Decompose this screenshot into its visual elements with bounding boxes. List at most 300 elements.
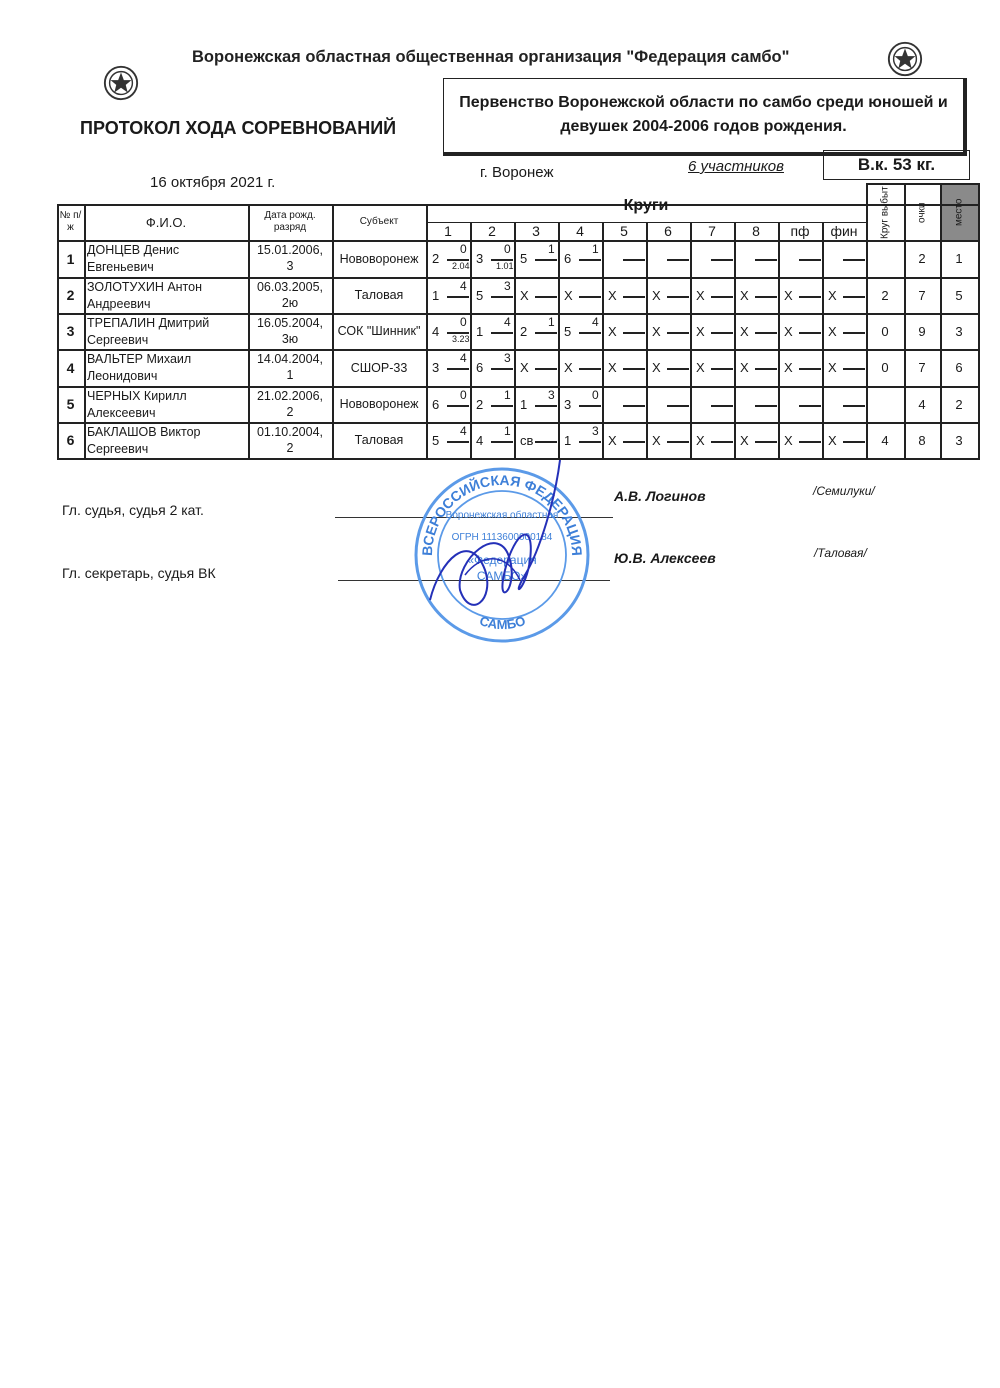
bout-round-3 [520, 315, 558, 347]
bout-points: 4 [504, 315, 511, 329]
bout-points: 3 [504, 351, 511, 365]
stamp-bottom-text: САМБО [477, 613, 528, 633]
participant-birth [248, 351, 332, 383]
bout-opponent: 3 [476, 251, 484, 266]
bout-opponent: Х [652, 433, 661, 448]
bout-round-1 [432, 242, 470, 275]
bout-round-4 [564, 242, 602, 275]
bout-dash [579, 296, 601, 298]
participant-points: 7 [918, 287, 926, 303]
row-num: 4 [66, 359, 75, 376]
bout-round-2 [476, 424, 514, 456]
bout-round-10 [828, 279, 866, 311]
bout-round-3 [520, 424, 558, 456]
bout-points: 3 [548, 388, 555, 402]
bout-round-4 [564, 424, 602, 456]
bout-dash [535, 332, 557, 334]
bout-round-5 [608, 242, 646, 275]
bout-opponent: 6 [476, 360, 484, 375]
bout-round-9 [784, 351, 822, 384]
participant-name [87, 279, 202, 313]
bout-dash [799, 441, 821, 443]
bout-opponent: 1 [476, 324, 484, 339]
bout-round-5 [608, 351, 646, 384]
participant-elim-round: 4 [881, 432, 889, 448]
bout-round-10 [828, 242, 866, 275]
participant-patronymic: Алексеевич [87, 406, 156, 420]
bout-dash [667, 259, 689, 261]
bout-points: 4 [592, 315, 599, 329]
bout-round-2 [476, 279, 514, 311]
bout-round-8 [740, 424, 778, 456]
bout-dash [755, 368, 777, 370]
bout-opponent: Х [828, 324, 837, 339]
bout-round-4 [564, 279, 602, 311]
bout-opponent: Х [828, 360, 837, 375]
bout-opponent: 1 [564, 433, 572, 448]
bout-points: 1 [592, 242, 599, 256]
judge-name: А.В. Логинов [614, 488, 706, 504]
bout-round-7 [696, 242, 734, 275]
bout-round-2 [476, 351, 514, 384]
bout-opponent: 6 [564, 251, 572, 266]
bout-round-7 [696, 388, 734, 420]
bout-round-6 [652, 351, 690, 384]
bout-opponent: 3 [432, 360, 440, 375]
bout-opponent: 1 [520, 397, 528, 412]
bout-opponent: 5 [432, 433, 440, 448]
participant-elim-round [866, 386, 904, 422]
header-elim-round: Круг выбыт [879, 186, 891, 239]
bout-dash [711, 441, 733, 443]
bout-opponent: 2 [432, 251, 440, 266]
bout-opponent: 2 [476, 397, 484, 412]
bout-points: 1 [548, 242, 555, 256]
bout-dash [711, 332, 733, 334]
stamp-outer-text: ВСЕРОССИЙСКАЯ ФЕДЕРАЦИЯ [418, 471, 586, 557]
participant-points: 9 [918, 323, 926, 339]
bout-round-1 [432, 315, 470, 347]
protocol-title: ПРОТОКОЛ ХОДА СОРЕВНОВАНИЙ [80, 118, 397, 138]
bout-round-2 [476, 242, 514, 275]
bout-round-5 [608, 279, 646, 311]
row-num: 2 [66, 287, 75, 303]
bout-dash [755, 441, 777, 443]
column-separator [778, 222, 780, 458]
bout-dash [843, 441, 865, 443]
bout-dash [667, 405, 689, 407]
bout-dash [755, 259, 777, 261]
header-num: № п/ж [59, 210, 82, 233]
bout-opponent: Х [696, 324, 705, 339]
weight-category: В.к. 53 кг. [823, 150, 970, 180]
bout-dash [799, 296, 821, 298]
bout-dash [579, 332, 601, 334]
bout-dash [667, 296, 689, 298]
header-rounds: Круги [623, 197, 669, 214]
bout-round-4 [564, 315, 602, 347]
bout-opponent: 2 [520, 324, 528, 339]
secretary-label: Гл. секретарь, судья ВК [62, 565, 216, 581]
bout-points: 4 [460, 279, 467, 293]
bout-points: 0 [592, 388, 599, 402]
participant-birth [248, 279, 332, 311]
bout-round-8 [740, 388, 778, 420]
participant-elim-round: 0 [881, 360, 889, 375]
bout-dash [711, 405, 733, 407]
bout-dash [491, 296, 513, 298]
bout-opponent: 5 [476, 288, 484, 303]
participant-patronymic: Сергеевич [87, 442, 149, 456]
bout-opponent: Х [608, 324, 617, 339]
sport-rank: 2 [286, 405, 294, 419]
event-title-line1: Первенство Воронежской области по самбо среди юношей и [459, 94, 948, 111]
participant-place: 2 [955, 396, 963, 412]
participant-name [87, 424, 201, 458]
participant-patronymic: Андреевич [87, 297, 151, 311]
column-separator [558, 222, 560, 458]
sport-rank: 3 [286, 259, 294, 273]
bout-opponent: Х [652, 360, 661, 375]
bout-dash [843, 332, 865, 334]
bout-opponent: Х [740, 324, 749, 339]
bout-round-3 [520, 279, 558, 311]
participant-points: 2 [918, 251, 926, 266]
bout-round-7 [696, 279, 734, 311]
bout-round-8 [740, 351, 778, 384]
bout-round-5 [608, 388, 646, 420]
bout-dash [447, 405, 469, 407]
bout-opponent: Х [784, 288, 793, 303]
bout-dash [623, 296, 645, 298]
competition-date: 16 октября 2021 г. [150, 174, 276, 191]
header-round-6: 6 [664, 223, 672, 239]
participant-subject: СОК "Шинник" [337, 324, 421, 338]
bout-dash [667, 368, 689, 370]
bout-dash [843, 405, 865, 407]
bout-opponent: Х [696, 433, 705, 448]
bout-round-10 [828, 315, 866, 347]
bout-points: 1 [548, 315, 555, 329]
bout-opponent: Х [696, 288, 705, 303]
bout-opponent: Х [784, 360, 793, 375]
participant-name [87, 351, 191, 385]
bout-dash [579, 405, 601, 407]
column-separator [470, 222, 472, 458]
bout-opponent: Х [740, 433, 749, 448]
bout-opponent: 4 [432, 324, 440, 339]
bout-points: 0 [460, 242, 467, 256]
row-num: 5 [66, 396, 75, 412]
secretary-place: /Таловая/ [814, 546, 867, 560]
bout-round-4 [564, 388, 602, 420]
bout-dash [447, 441, 469, 443]
bout-round-1 [432, 279, 470, 311]
sport-rank: 1 [286, 368, 294, 382]
secretary-name: Ю.В. Алексеев [614, 550, 716, 566]
bout-dash [535, 368, 557, 370]
participant-place: 6 [955, 360, 963, 375]
bout-dash [623, 332, 645, 334]
stamp-org-text: Воронежская областная [445, 510, 559, 521]
participant-patronymic: Леонидович [87, 369, 158, 383]
bout-dash [491, 368, 513, 370]
participant-points: 8 [918, 432, 926, 448]
bout-round-2 [476, 388, 514, 420]
bout-round-7 [696, 315, 734, 347]
bout-round-5 [608, 315, 646, 347]
participant-place: 3 [955, 432, 963, 448]
bout-opponent: Х [828, 433, 837, 448]
bout-points: 1 [504, 424, 511, 438]
birth-date: 21.02.2006, [256, 389, 324, 403]
row-num: 3 [66, 323, 75, 339]
bout-points: 4 [460, 351, 467, 365]
bout-dash [491, 332, 513, 334]
bout-round-10 [828, 424, 866, 456]
header-birth: Дата рожд. разряд [264, 210, 316, 233]
participant-birth [248, 424, 332, 456]
participant-elim-round: 2 [881, 287, 889, 303]
bout-opponent: Х [520, 288, 529, 303]
bout-dash [447, 296, 469, 298]
bout-round-8 [740, 279, 778, 311]
header-place: место [953, 198, 965, 227]
participant-name [87, 388, 187, 422]
participant-subject: Нововоронеж [339, 397, 419, 411]
bout-round-3 [520, 242, 558, 275]
bout-dash [535, 441, 557, 443]
column-separator [602, 222, 604, 458]
bout-opponent: 5 [564, 324, 572, 339]
participant-surname: ЧЕРНЫХ Кирилл [87, 389, 187, 403]
bout-opponent: Х [608, 288, 617, 303]
participant-surname: ТРЕПАЛИН Дмитрий [87, 316, 210, 330]
organization-title: Воронежская областная общественная организация "Федерация самбо" [192, 48, 790, 66]
birth-date: 01.10.2004, [256, 425, 324, 439]
bout-opponent: 5 [520, 251, 528, 266]
bout-dash [843, 296, 865, 298]
bout-opponent: Х [828, 288, 837, 303]
participant-patronymic: Сергеевич [87, 333, 149, 347]
birth-date: 06.03.2005, [256, 280, 324, 294]
bout-dash [535, 405, 557, 407]
bout-dash [667, 332, 689, 334]
bout-opponent: Х [652, 288, 661, 303]
bout-opponent: Х [740, 288, 749, 303]
bout-points: 0 [504, 242, 511, 256]
bout-dash [447, 368, 469, 370]
header-round-3: 3 [532, 223, 540, 239]
bout-points: 3 [504, 279, 511, 293]
bout-round-6 [652, 388, 690, 420]
column-separator [84, 204, 86, 458]
participant-subject: Таловая [354, 288, 404, 302]
bout-round-10 [828, 388, 866, 420]
bout-time: 1.01 [496, 261, 514, 271]
row-num: 6 [66, 432, 75, 448]
participant-points: 4 [918, 396, 926, 412]
bout-dash [579, 368, 601, 370]
bout-opponent: Х [564, 288, 573, 303]
federation-stamp [410, 460, 595, 650]
participant-place: 1 [955, 251, 963, 266]
sport-rank: 2ю [281, 296, 299, 310]
bout-round-1 [432, 351, 470, 384]
bout-opponent: Х [652, 324, 661, 339]
bout-opponent: Х [740, 360, 749, 375]
participant-subject: СШОР-33 [350, 360, 408, 375]
bout-round-3 [520, 351, 558, 384]
bout-dash [711, 296, 733, 298]
header-round-9: пф [790, 223, 810, 239]
header-round-1: 1 [444, 223, 452, 239]
birth-date: 16.05.2004, [256, 316, 324, 330]
participant-points: 7 [918, 360, 926, 375]
birth-date: 15.01.2006, [256, 243, 324, 257]
bout-points: 0 [460, 388, 467, 402]
bout-dash [711, 259, 733, 261]
bout-points: 4 [460, 424, 467, 438]
bout-dash [535, 259, 557, 261]
bout-dash [623, 259, 645, 261]
bout-dash [623, 368, 645, 370]
bout-dash [755, 296, 777, 298]
bout-opponent: 6 [432, 397, 440, 412]
stamp-federation: «Федерация [467, 553, 537, 567]
bout-opponent: Х [784, 324, 793, 339]
bout-round-6 [652, 424, 690, 456]
bout-dash [579, 259, 601, 261]
participant-birth [248, 242, 332, 274]
participant-elim-round [866, 240, 904, 277]
participant-patronymic: Евгеньевич [87, 260, 154, 274]
bout-dash [755, 332, 777, 334]
bout-round-6 [652, 279, 690, 311]
bout-opponent: Х [696, 360, 705, 375]
bout-opponent: Х [784, 433, 793, 448]
participant-surname: БАКЛАШОВ Виктор [87, 425, 201, 439]
bout-dash [843, 259, 865, 261]
participant-place: 5 [955, 287, 963, 303]
participant-birth [248, 315, 332, 347]
bout-round-1 [432, 388, 470, 420]
bout-dash [535, 296, 557, 298]
bout-dash [755, 405, 777, 407]
results-table [0, 0, 1000, 480]
bout-round-8 [740, 315, 778, 347]
participant-subject: Таловая [354, 433, 404, 447]
sport-rank: 2 [286, 441, 294, 455]
judge-place: /Семилуки/ [813, 484, 875, 498]
column-separator [822, 222, 824, 458]
bout-round-9 [784, 242, 822, 275]
bout-dash [799, 368, 821, 370]
column-separator [690, 222, 692, 458]
header-round-5: 5 [620, 223, 628, 239]
participant-name [87, 242, 179, 276]
bout-round-10 [828, 351, 866, 384]
bout-time: 2.04 [452, 261, 470, 271]
birth-date: 14.04.2004, [256, 352, 324, 366]
header-round-8: 8 [752, 223, 760, 239]
stamp-ogrn: ОГРН 1113600000184 [451, 532, 553, 543]
sport-rank: 3ю [281, 332, 299, 346]
bout-dash [579, 441, 601, 443]
bout-dash [623, 441, 645, 443]
bout-opponent: 3 [564, 397, 572, 412]
bout-opponent: Х [608, 360, 617, 375]
bout-dash [491, 405, 513, 407]
bout-dash [491, 441, 513, 443]
participant-subject: Нововоронеж [339, 251, 419, 266]
bout-round-6 [652, 315, 690, 347]
table-right-border [978, 183, 980, 460]
bout-round-2 [476, 315, 514, 347]
bout-opponent: св [520, 433, 534, 448]
bout-round-9 [784, 424, 822, 456]
bout-opponent: Х [608, 433, 617, 448]
bout-round-8 [740, 242, 778, 275]
row-num: 1 [66, 250, 75, 267]
bout-points: 1 [504, 388, 511, 402]
bout-opponent: Х [520, 360, 529, 375]
bout-opponent: Х [564, 360, 573, 375]
bout-opponent: 1 [432, 288, 440, 303]
participant-surname: ДОНЦЕВ Денис [87, 243, 180, 257]
stamp-sambo: САМБО» [476, 569, 528, 583]
participant-place: 3 [955, 323, 963, 339]
bout-round-7 [696, 424, 734, 456]
participants-count: 6 участников [688, 158, 784, 175]
bout-dash [711, 368, 733, 370]
event-title-line2: девушек 2004-2006 годов рождения. [560, 118, 847, 135]
header-name: Ф.И.О. [145, 214, 187, 230]
participant-surname: ЗОЛОТУХИН Антон [87, 280, 202, 294]
bout-round-5 [608, 424, 646, 456]
bout-round-6 [652, 242, 690, 275]
svg-text:САМБО [478, 613, 528, 632]
header-round-4: 4 [576, 223, 584, 239]
bout-dash [799, 405, 821, 407]
bout-round-9 [784, 388, 822, 420]
header-points: очки [916, 202, 928, 223]
bout-opponent: 4 [476, 433, 484, 448]
column-separator [514, 222, 516, 458]
column-separator [734, 222, 736, 458]
bout-round-3 [520, 388, 558, 420]
header-subject: Субъект [359, 216, 399, 227]
column-separator [646, 222, 648, 458]
participant-name [87, 315, 209, 349]
header-round-7: 7 [708, 223, 716, 239]
participant-surname: ВАЛЬТЕР Михаил [87, 352, 192, 366]
header-round-10: фин [830, 223, 858, 239]
bout-dash [799, 332, 821, 334]
header-round-2: 2 [488, 223, 496, 239]
bout-dash [623, 405, 645, 407]
bout-points: 0 [460, 315, 467, 329]
column-separator [426, 204, 428, 458]
bout-points: 3 [592, 424, 599, 438]
judge-label: Гл. судья, судья 2 кат. [62, 502, 204, 518]
bout-time: 3.23 [452, 334, 470, 344]
bout-round-9 [784, 315, 822, 347]
participant-elim-round: 0 [881, 323, 889, 339]
bout-round-7 [696, 351, 734, 384]
bout-round-1 [432, 424, 470, 456]
participant-birth [248, 388, 332, 420]
